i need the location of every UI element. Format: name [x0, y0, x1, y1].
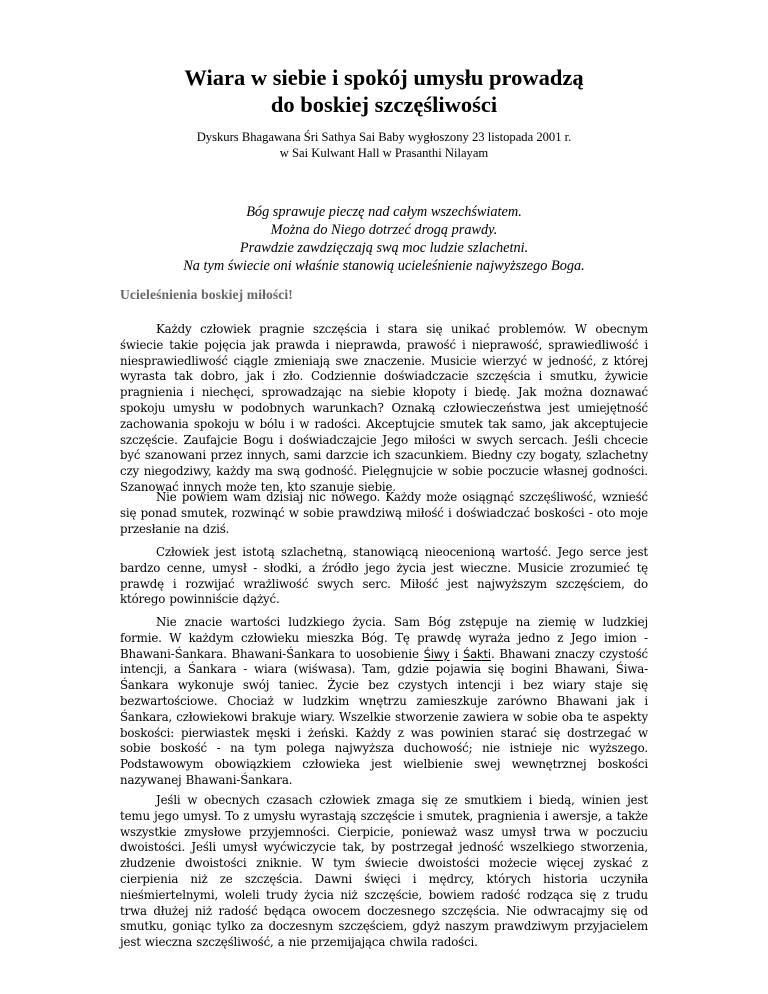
- invocation-heading: Ucieleśnienia boskiej miłości!: [120, 287, 293, 302]
- title-line-2: do boskiej szczęśliwości: [270, 92, 498, 117]
- paragraph-4: [120, 615, 648, 789]
- paragraph-4-text-b: . Bhawani znaczy czystość intencji, a Śankara - wiara (wiśwasa). Tam, gdzie pojawia się bogini Bhawani, Śiwa-Śankara wykonuje swój taniec. Życie bez czystych intencji i bez wiary staje się bezwartościowe. Chociaż w ludzkim wnętrzu zamieszkuje zarówno Bhawani jak i Śankara, człowiekowi brakuje wiary. Wszelkie stworzenie zawiera w sobie oba te aspekty boskości: pierwiastek męski i żeński. Każdy z was powinien starać się dostrzegać w sobie boskość - na tym polega najwyższa duchowość; nie istnieje nic wyższego. Podstawowym obowiązkiem człowieka jest wielbienie swej wewnętrznej boskości nazywanej Bhawani-Śankara.: [120, 646, 648, 787]
- opening-poem: [0, 203, 768, 275]
- poem-line-4: Na tym świecie oni właśnie stanowią ucieleśnienie najwyższego Boga.: [183, 258, 585, 274]
- poem-line-3: Prawdzie zawdzięczają swą moc ludzie szlachetni.: [239, 240, 529, 256]
- poem-line-1: Bóg sprawuje pieczę nad całym wszechświatem.: [246, 204, 522, 220]
- paragraph-3: Człowiek jest istotą szlachetną, stanowiącą nieocenioną wartość. Jego serce jest bardzo cenne, umysł - słodki, a źródło jego życia jest wieczne. Musicie zrozumieć tę prawdę i rozwijać wrażliwość swych serc. Miłość jest najwyższym szczęściem, do którego powinniście dążyć.: [120, 545, 648, 607]
- subtitle-line-2: w Sai Kulwant Hall w Prasanthi Nilayam: [279, 145, 489, 160]
- paragraph-5: Jeśli w obecnych czasach człowiek zmaga się ze smutkiem i biedą, winien jest temu jego umysł. To z umysłu wyrastają szczęście i smutek, pragnienia i awersje, a także wszystkie zmysłowe przyjemności. Cierpicie, ponieważ wasz umysł trwa w poczuciu dwoistości. Jeśli umysł wyćwiczycie tak, by postrzegał jedność wszelkiego stworzenia, złudzenie dwoistości zniknie. W tym świecie dwoistości możecie więcej zyskać z cierpienia niż ze szczęścia. Dawni święci i mędrcy, których historia uczyniła nieśmiertelnymi, woleli trudy życia niż szczęście, bowiem radość rodząca się z trudu trwa dłużej niż radość będąca owocem doczesnego szczęścia. Nie odwracajmy się od smutku, goniąc tylko za doczesnym szczęściem, gdyż naszym prawdziwym przyjacielem jest wieczna szczęśliwość, a nie przemijająca chwila radości.: [120, 793, 648, 950]
- term-link-sakti[interactable]: Śakti: [462, 646, 491, 661]
- paragraph-4-text-mid: i: [449, 646, 463, 661]
- paragraph-2: Nie powiem wam dzisiaj nic nowego. Każdy może osiągnąć szczęśliwość, wznieść się ponad smutek, rozwinąć w sobie prawdziwą miłość i doświadczać boskości - oto moje przesłanie na dziś.: [120, 490, 648, 536]
- document-title: [0, 64, 768, 118]
- paragraph-4-text-a: Nie znacie wartości ludzkiego życia. Sam Bóg zstępuje na ziemię w ludzkiej formie. W każdym człowieku mieszka Bóg. Tę prawdę wyraża jedno z Jego imion - Bhawani-Śankara. Bhawani-Śankara to uosobienie: [120, 615, 648, 661]
- discourse-subtitle: [0, 130, 768, 161]
- title-line-1: Wiara w siebie i spokój umysłu prowadzą: [184, 65, 584, 90]
- poem-line-2: Można do Niego dotrzeć drogą prawdy.: [270, 222, 498, 238]
- paragraph-1: Każdy człowiek pragnie szczęścia i stara się unikać problemów. W obecnym świecie takie pojęcia jak prawda i nieprawda, prawość i nieprawość, sprawiedliwość i niesprawiedliwość ciągle zmieniają swe znaczenie. Musicie wierzyć w jedność, z której wyrasta tak dobro, jak i zło. Codziennie doświadczacie szczęścia i smutku, żywicie pragnienia i niechęci, sprowadzając na siebie kłopoty i biedę. Jak można doznawać spokoju umysłu w podobnych warunkach? Oznaką człowieczeństwa jest umiejętność zachowania spokoju w bólu i w radości. Akceptujcie smutek tak samo, jak akceptujecie szczęście. Zaufajcie Bogu i doświadczajcie Jego miłości w swych sercach. Jeśli chcecie być szanowani przez innych, sami darzcie ich szacunkiem. Biedny czy bogaty, szlachetny czy niegodziwy, każdy ma swą godność. Pielęgnujcie w sobie poczucie własnej godności. Szanować innych może ten, kto szanuje siebie.: [120, 322, 648, 494]
- term-link-siwy[interactable]: Śiwy: [423, 646, 450, 661]
- subtitle-line-1: Dyskurs Bhagawana Śri Sathya Sai Baby wygłoszony 23 listopada 2001 r.: [196, 130, 572, 144]
